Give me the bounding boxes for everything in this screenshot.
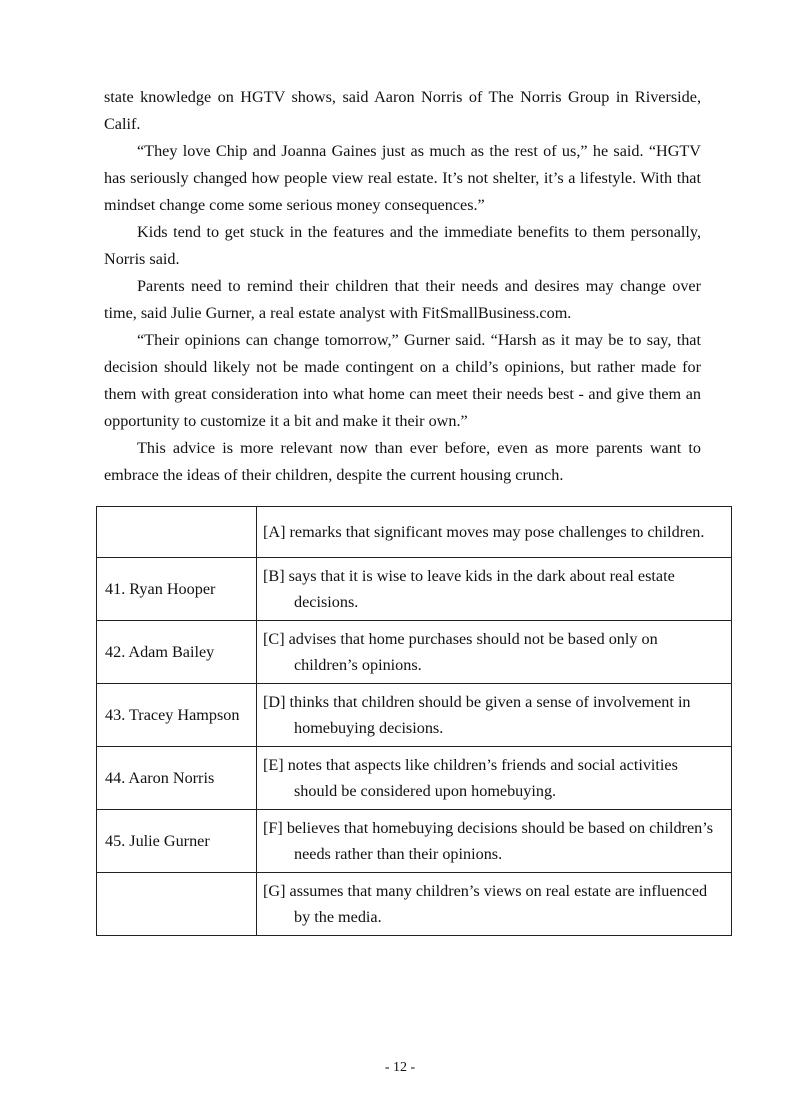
option-cell (257, 684, 732, 747)
option-cell (257, 873, 732, 936)
option-cell (257, 507, 732, 558)
paragraph-5: “Their opinions can change tomorrow,” Gurner said. “Harsh as it may be to say, that decision should likely not be made contingent on a child’s opinions, but rather made for them with great consideration into what home can meet their needs best - and give them an opportunity to customize it a bit and make it their own.” (104, 331, 701, 430)
article-text (104, 84, 701, 489)
option-cell (257, 558, 732, 621)
option-text: [G] assumes that many children’s views on real estate are influenced by the media. (263, 882, 708, 926)
paragraph-3: Kids tend to get stuck in the features and the immediate benefits to them personally, Norris said. (104, 223, 701, 268)
option-text: [A] remarks that significant moves may pose challenges to children. (263, 523, 705, 541)
option-cell (257, 810, 732, 873)
matching-table (96, 506, 732, 936)
table-row (97, 684, 732, 747)
person-cell (97, 873, 257, 936)
paragraph-2: “They love Chip and Joanna Gaines just as much as the rest of us,” he said. “HGTV has seriously changed how people view real estate. It’s not shelter, it’s a lifestyle. With that mindset change come some serious money consequences.” (104, 142, 701, 214)
option-text: [C] advises that home purchases should not be based only on children’s opinions. (263, 630, 658, 674)
option-cell (257, 621, 732, 684)
page-number: - 12 - (384, 1060, 416, 1075)
option-text: [F] believes that homebuying decisions should be based on children’s needs rather than their opinions. (263, 819, 714, 863)
person-cell: 43. Tracey Hampson (97, 684, 257, 747)
paragraph-6: This advice is more relevant now than ever before, even as more parents want to embrace the ideas of their children, despite the current housing crunch. (104, 439, 701, 484)
table-row (97, 507, 732, 558)
person-cell: 44. Aaron Norris (97, 747, 257, 810)
person-cell: 45. Julie Gurner (97, 810, 257, 873)
paragraph-1: state knowledge on HGTV shows, said Aaron Norris of The Norris Group in Riverside, Calif. (104, 88, 701, 133)
table-row (97, 747, 732, 810)
table-row (97, 873, 732, 936)
option-cell (257, 747, 732, 810)
table-row (97, 810, 732, 873)
person-cell (97, 507, 257, 558)
option-text: [E] notes that aspects like children’s friends and social activities should be considered upon homebuying. (263, 756, 678, 800)
table-row (97, 558, 732, 621)
option-text: [D] thinks that children should be given a sense of involvement in homebuying decisions. (263, 693, 691, 737)
person-cell: 42. Adam Bailey (97, 621, 257, 684)
option-text: [B] says that it is wise to leave kids in the dark about real estate decisions. (263, 567, 675, 611)
table-row (97, 621, 732, 684)
paragraph-4: Parents need to remind their children that their needs and desires may change over time, said Julie Gurner, a real estate analyst with FitSmallBusiness.com. (104, 277, 701, 322)
person-cell: 41. Ryan Hooper (97, 558, 257, 621)
